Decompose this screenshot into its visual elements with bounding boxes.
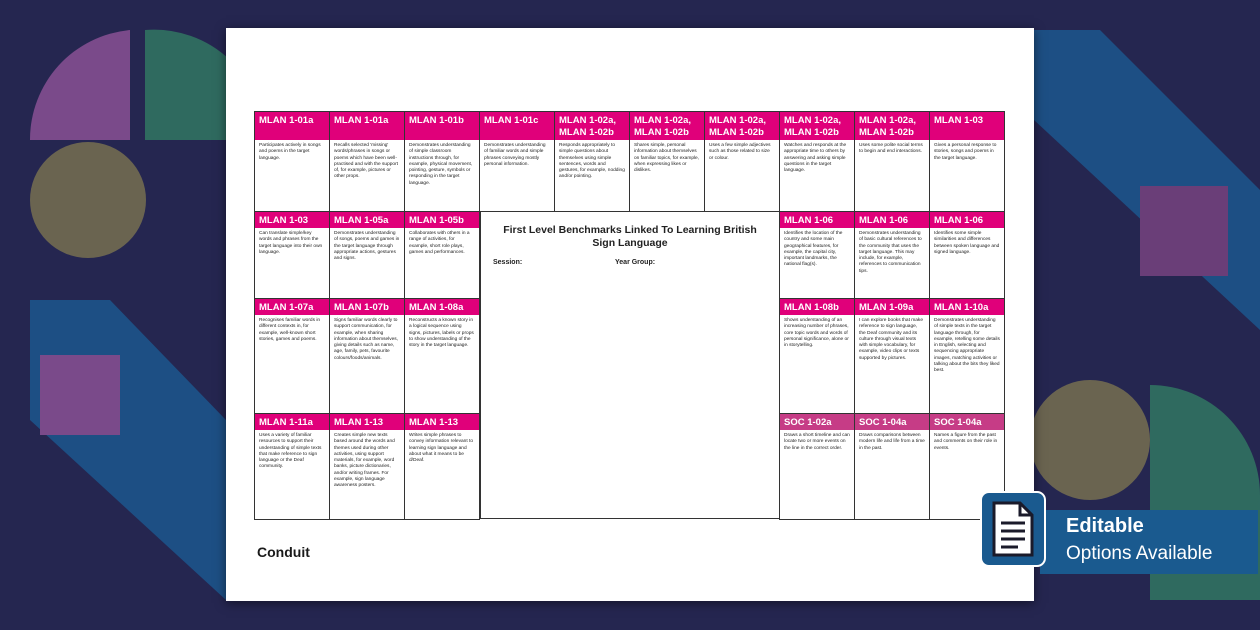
benchmark-text: Watches and responds at the appropriate time to others by answering and asking simple questions in the target language. <box>784 143 847 174</box>
benchmark-text: Demonstrates understanding of familiar words and simple phrases conveying mostly personal information. <box>484 143 546 167</box>
benchmark-code: MLAN 1-01a <box>330 112 404 140</box>
benchmark-cell <box>404 111 480 212</box>
benchmark-text: Demonstrates understanding of songs, poems and games in the target language through appropriate actions, gestures and signs. <box>334 231 400 262</box>
year-group-label: Year Group: <box>615 259 656 266</box>
benchmark-cell <box>929 211 1005 299</box>
benchmark-text: Demonstrates understanding of simple texts in the target language through, for example, retelling some details in English, selecting and sequencing appropriate images, matching activities or talking about the bits they liked best. <box>934 318 1000 374</box>
benchmark-text: Signs familiar words clearly to support communication, for example, when sharing information about themselves, giving details such as name, age, family, pets, favourite colours/foods/animals. <box>334 318 398 361</box>
benchmark-text: Creates simple new texts based around the words and themes used during other activities, using support materials, for example, word banks, picture dictionaries, and/or writing frames. For example, sign language awareness posters. <box>334 433 395 489</box>
worksheet-page <box>226 28 1034 601</box>
benchmark-cell <box>854 211 930 299</box>
benchmark-code: MLAN 1-08b <box>780 299 854 315</box>
benchmark-text: Recognises familiar words in different contexts in, for example, well-known short stories, games and poems. <box>259 318 321 342</box>
benchmark-code: MLAN 1-07b <box>330 299 404 315</box>
benchmark-cell <box>854 413 930 520</box>
badge-line2: Options Available <box>1066 543 1213 564</box>
benchmark-cell <box>329 298 405 414</box>
benchmark-text: Identifies the location of the country and some main geographical features, for example, the capital city, important landmarks, the national flag(s). <box>784 231 843 268</box>
benchmark-text: Can translate simple/key words and phrases from the target language into their own language. <box>259 231 323 255</box>
benchmark-text: Names a figure from the past and comments on their role in events. <box>934 433 998 451</box>
benchmark-code: MLAN 1-02a, MLAN 1-02b <box>705 112 779 140</box>
benchmark-cell <box>404 298 480 414</box>
benchmark-text: Gives a personal response to stories, songs and poems in the target language. <box>934 143 997 161</box>
benchmark-text: Responds appropriately to simple questions about themselves using simple sentences, words and gestures, for example, nodding and/or pointing. <box>559 143 625 180</box>
benchmark-cell <box>929 111 1005 212</box>
benchmark-code: MLAN 1-13 <box>330 414 404 430</box>
benchmark-text: Demonstrates understanding of basic cultural references to the community that uses the target language. This may include, for example, references to communication tips. <box>859 231 922 274</box>
benchmark-code: MLAN 1-08a <box>405 299 479 315</box>
benchmark-code: SOC 1-04a <box>930 414 1004 430</box>
benchmark-cell <box>704 111 780 212</box>
benchmark-code: MLAN 1-01c <box>480 112 554 140</box>
benchmark-cell <box>479 111 555 212</box>
title-panel <box>480 211 780 519</box>
benchmark-code: MLAN 1-11a <box>255 414 329 430</box>
benchmark-cell <box>254 298 330 414</box>
benchmark-cell <box>629 111 705 212</box>
benchmark-text: Reconstructs a known story in a logical sequence using signs, pictures, labels or props to show understanding of the story in the target language. <box>409 318 474 349</box>
benchmark-text: Recalls selected 'missing' words/phrases in songs or poems which have been well-practised and with the support of, for example, pictures or other props. <box>334 143 398 180</box>
editable-badge[interactable] <box>1040 510 1258 574</box>
benchmark-code: MLAN 1-02a, MLAN 1-02b <box>780 112 854 140</box>
benchmark-text: Shows understanding of an increasing number of phrases, core topic words and words of personal significance, alone or in storytelling. <box>784 318 849 349</box>
benchmark-code: MLAN 1-02a, MLAN 1-02b <box>855 112 929 140</box>
benchmark-cell <box>404 413 480 520</box>
benchmark-cell <box>329 111 405 212</box>
benchmark-cell <box>854 298 930 414</box>
brand-logo: Conduit <box>257 544 310 560</box>
document-title: First Level Benchmarks Linked To Learning British Sign Language <box>503 224 757 249</box>
benchmark-code: MLAN 1-09a <box>855 299 929 315</box>
benchmark-code: MLAN 1-01b <box>405 112 479 140</box>
benchmark-code: MLAN 1-03 <box>930 112 1004 140</box>
benchmark-cell <box>254 413 330 520</box>
benchmark-code: MLAN 1-03 <box>255 212 329 228</box>
benchmark-cell <box>854 111 930 212</box>
benchmark-cell <box>554 111 630 212</box>
benchmark-cell <box>779 211 855 299</box>
benchmark-code: MLAN 1-05b <box>405 212 479 228</box>
benchmark-code: MLAN 1-01a <box>255 112 329 140</box>
benchmark-code: MLAN 1-06 <box>930 212 1004 228</box>
benchmark-cell <box>779 298 855 414</box>
badge-line1: Editable <box>1066 515 1144 537</box>
benchmark-cell <box>254 111 330 212</box>
benchmark-code: MLAN 1-05a <box>330 212 404 228</box>
benchmark-cell <box>404 211 480 299</box>
benchmark-cell <box>329 211 405 299</box>
benchmark-text: Uses a variety of familiar resources to support their understanding of simple texts that make reference to sign language or the Deaf community. <box>259 433 322 470</box>
benchmark-text: Demonstrates understanding of simple classroom instructions through, for example, physical movement, pointing, gesture, symbols or responding in the target language. <box>409 143 473 186</box>
benchmark-text: Uses some polite social terms to begin and end interactions. <box>859 143 923 155</box>
benchmark-code: MLAN 1-02a, MLAN 1-02b <box>555 112 629 140</box>
benchmark-cell <box>254 211 330 299</box>
benchmark-code: MLAN 1-06 <box>780 212 854 228</box>
benchmark-text: Draws comparisons between modern life and life from a time in the past. <box>859 433 925 451</box>
benchmark-text: I can explore books that make reference to sign language, the Deaf community and its culture through visual texts with simple vocabulary, for example, video clips or texts supported by pictures. <box>859 318 923 361</box>
benchmark-code: SOC 1-02a <box>780 414 854 430</box>
benchmark-text: Collaborates with others in a range of activities, for example, short role plays, games and performances. <box>409 231 470 255</box>
benchmark-code: SOC 1-04a <box>855 414 929 430</box>
benchmark-text: Writes simple phrases to convey information relevant to learning sign language and about what it means to be d/Deaf. <box>409 433 473 464</box>
benchmark-text: Identifies some simple similarities and differences between spoken language and signed language. <box>934 231 1000 255</box>
session-label: Session: <box>493 259 523 266</box>
benchmark-code: MLAN 1-13 <box>405 414 479 430</box>
benchmark-cell <box>329 413 405 520</box>
document-icon <box>980 491 1046 567</box>
benchmark-text: Participates actively in songs and poems in the target language. <box>259 143 321 161</box>
benchmark-cell <box>779 413 855 520</box>
benchmark-cell <box>929 298 1005 414</box>
benchmark-code: MLAN 1-02a, MLAN 1-02b <box>630 112 704 140</box>
benchmark-code: MLAN 1-06 <box>855 212 929 228</box>
benchmark-code: MLAN 1-10a <box>930 299 1004 315</box>
benchmark-text: Shares simple, personal information about themselves on familiar topics, for example, when expressing likes or dislikes. <box>634 143 700 174</box>
benchmark-cell <box>779 111 855 212</box>
benchmark-text: Draws a short timeline and can locate two or more events on the line in the correct order. <box>784 433 850 451</box>
benchmark-text: Uses a few simple adjectives such as those related to size or colour. <box>709 143 771 161</box>
benchmark-code: MLAN 1-07a <box>255 299 329 315</box>
